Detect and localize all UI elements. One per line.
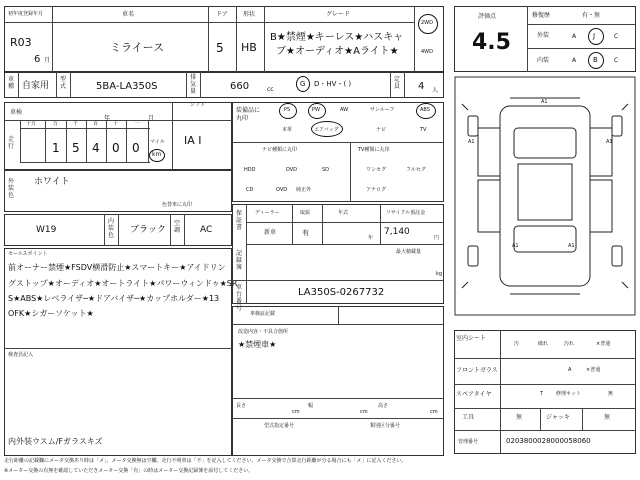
equip-leather: 本革 [282,127,293,133]
dims-length-label: 長さ [236,403,247,409]
mileage-unit-mile: マイル [150,139,165,145]
equip-sunroof: サンルーフ [370,107,395,113]
right-front-door [590,128,612,176]
fuel-options: D・HV・( ) [314,80,352,88]
shift-value: IA I [184,134,202,147]
corner-marks [462,104,628,288]
diagram-marker-rear-right: A1 [568,243,575,249]
mileage-unit-0: 十万 [26,121,37,127]
equip-aw: AW [340,107,349,113]
windshield-outline [514,128,576,158]
seat-opt-1: 破れ [538,341,549,347]
seat-opt-3: ×普通 [596,341,611,347]
navi-opt-sd: SD [322,167,330,173]
repair-label: 修復歴 [532,12,551,19]
sales-line-2: グストップ★オーディオ★オートライト★パワーウィンドゥ★SR [8,279,238,288]
model-label: 型式 [59,76,66,90]
wheel-rr [612,246,622,266]
displacement-unit: cc [267,86,274,93]
dims-width-unit: cm [360,409,368,415]
interior-opt-b: B [593,56,598,64]
inspection-month-unit: 月 [148,115,155,122]
inspection-year-unit: 年 [104,115,111,122]
mileage-digit-3: 4 [92,141,100,155]
capacity-label: 定員 [393,76,400,90]
seat-opt-2: 汚れ [564,341,575,347]
model: 5BA-LA350S [96,81,158,92]
exterior-opt-c: C [614,33,619,40]
record-label: 記録簿 [235,250,242,271]
max-load-unit: kg [436,271,443,277]
rear-glass-outline [514,226,576,252]
equipment-label-2: 丸印 [236,115,249,122]
sales-points-label: セールスポイント [8,251,48,257]
windshield-opt-normal: ×普通 [586,367,601,373]
exterior-color-label: 外装色 [7,178,14,199]
serial-label: 車台番号 [235,284,242,312]
dealer-label: ディーラー [255,210,280,216]
modification-value: ★禁煙車★ [238,340,277,349]
shape: HB [241,41,257,54]
type-number-label: 型式指定番号 [264,423,295,429]
mileage-unit-3: 百 [93,121,99,127]
drive-2wd: 2WD [421,20,433,26]
sales-line-1: 前オーナー禁煙★FSDV横滑防止★スマートキー★アイドリン [8,263,226,272]
roof-outline [518,164,572,220]
footer-line-2: ※メーター交換の有無を確認していただきメーター交換「有」の時はメーター交換記録簿を添付してください。 [4,468,254,474]
footer-line-1: 走行距離の記載欄にメータ交換あり時は「メ」、メータ交換無は空欄。走行不明車は「不」を記入してください。メータ交換で合算走行距離が分る場合にも「メ」に記入ください。 [4,458,407,464]
usage: 自家用 [22,81,50,91]
interior-opt-a: A [572,57,577,64]
warranty-label: 保証書 [235,210,242,231]
windshield-opt-a: A [568,367,572,373]
shape-label: 形状 [243,11,256,18]
doors-label: ドア [216,11,228,18]
mileage-unit-1: 万 [53,121,59,127]
mileage-unit-2: 千 [73,121,79,127]
repair-value: 有・無 [582,12,601,19]
interior-label: 内装 [537,57,550,64]
damage-diagram [454,76,636,316]
car-name-label: 車名 [122,11,135,18]
inspection-label: 車検 [10,109,23,116]
left-front-door [478,128,500,176]
jack-label: ジャッキ [546,414,570,421]
tv-opt-1seg: ワンセグ [366,167,387,173]
wheel-rl [468,246,478,266]
first-reg-label: 初年度登録年月 [8,11,44,17]
interior-opt-c: C [614,57,619,64]
exterior-label: 外装 [537,32,550,39]
diagram-frame [455,77,635,315]
navi-opt-dvd: DVD [286,167,298,173]
equip-ps: PS [284,107,291,113]
grade-label: グレード [326,11,351,18]
ac-value: AC [200,225,213,235]
ac-label: 空調 [173,220,180,234]
recycle-unit: 円 [434,235,440,241]
dims-length-unit: cm [292,409,300,415]
displacement-label: 排気量 [189,74,196,95]
grade-line-1: B★禁煙★キーレス★ハスキャ [270,32,404,43]
manual-label: 取説 [300,210,311,216]
wheel-fr [612,116,622,136]
exterior-selected-circle [588,28,604,45]
grade-line-2: ブ★オーディオ★Aライト★ [276,46,399,57]
navi-opt-aftermarket: 純正外 [296,187,312,193]
tv-opt-analog: アナログ [366,187,387,193]
navi-opt-ovd: OVD [276,187,288,193]
equip-airbag: エアバッグ [314,127,339,133]
shift-label: シフト [190,102,206,108]
equip-pw: PW [312,107,320,113]
repaint-note: 色替車に丸印 [162,202,193,208]
navi-opt-cd: CD [246,187,254,193]
inspector-line: 内外装ウスム/Fガラスキズ [8,437,103,446]
mileage-unit-km: km [152,151,162,158]
diagram-marker-front: A1 [541,99,548,105]
dims-height-unit: cm [430,409,438,415]
interior-color-label: 内装色 [107,218,114,239]
displacement: 660 [230,81,250,92]
diagram-marker-left: A1 [468,139,475,145]
mileage-digit-2: 5 [72,141,80,155]
sales-line-3: S★ABS★レベライザ─★ドアバイザ─★カップホルダー★13 [8,294,220,303]
exterior-color-value: ホワイト [34,177,70,187]
first-reg-era: R03 [10,36,32,49]
inspector-label: 検査員記入 [8,352,34,358]
jack-value: 無 [604,414,611,421]
tools-value: 無 [516,414,523,421]
mileage-label: 走行 [7,136,14,150]
equip-navi: ナビ [376,127,387,133]
sales-line-4: OFK★シガーソケット★ [8,309,94,318]
score-label: 評価点 [478,13,497,20]
left-rear-door [478,180,500,232]
tools-label: 工具 [462,414,475,421]
conversion-label: 車検証記載 [250,311,276,317]
recycle-label: リサイクル預託金 [386,210,426,216]
exterior-opt-j: J [593,32,596,40]
max-load-label: 最大積載量 [396,249,422,255]
dims-width-label: 幅 [308,403,314,409]
exterior-opt-a: A [572,33,577,40]
fuel-circled: G [300,80,306,88]
score-value: 4.5 [472,30,511,55]
drive-4wd: 4WD [421,49,433,55]
category-label: 類別区分番号 [370,423,401,429]
mileage-digit-4: 0 [112,141,120,155]
diagram-marker-right: A1 [606,139,613,145]
recycle-value: 7,140 [384,227,410,237]
doors: 5 [216,41,224,55]
usage-label: 車種 [7,76,14,90]
tv-opt-fullseg: フルセグ [406,167,426,173]
car-name: ミライース [110,41,165,54]
first-reg-month: 6 [34,54,41,65]
spare-opt-t: T [540,391,544,397]
equip-abs: ABS [420,107,430,113]
dims-height-label: 高さ [378,403,389,409]
equipment-label: 装備品に [236,107,261,114]
mileage-unit-5: 一 [134,121,140,127]
spare-opt-kit: 修理キット [556,391,581,397]
seat-opt-0: 汚 [514,341,520,347]
navi-opt-hdd: HDD [244,167,256,173]
mileage-unit-4: 十 [113,121,119,127]
navi-type-label: ナビ種類に丸印 [262,147,298,153]
bumper-lines [510,98,580,294]
spare-label: スペアタイヤ [456,391,492,398]
capacity: 4 [418,81,425,92]
mgmt-label: 管理番号 [458,439,479,445]
manual-value: 有 [302,229,309,237]
equip-tv: TV [420,127,427,133]
model-year-label: 年式 [338,210,349,216]
first-reg-month-unit: 月 [44,57,51,64]
color-code: W19 [36,225,57,235]
spare-opt-none: 無 [608,391,614,397]
dealer-value: 新車 [264,229,277,236]
windshield-label: フロントガラス [456,367,498,374]
mileage-digit-5: 0 [132,141,140,155]
right-rear-door [590,180,612,232]
seat-label: 室内シート [456,335,487,342]
tv-type-label: TV種類に丸印 [358,147,390,153]
wheel-fl [468,116,478,136]
interior-color: ブラック [130,225,166,235]
mileage-digit-1: 1 [52,141,60,155]
model-year-unit: 年 [368,235,374,241]
modification-label: 改造内容・不具合箇所 [238,329,289,335]
diagram-marker-rear-left: A1 [512,243,519,249]
capacity-unit: 人 [432,87,439,94]
serial-value: LA350S-0267732 [298,287,385,298]
mgmt-value: 0203800028000058060 [506,437,591,445]
